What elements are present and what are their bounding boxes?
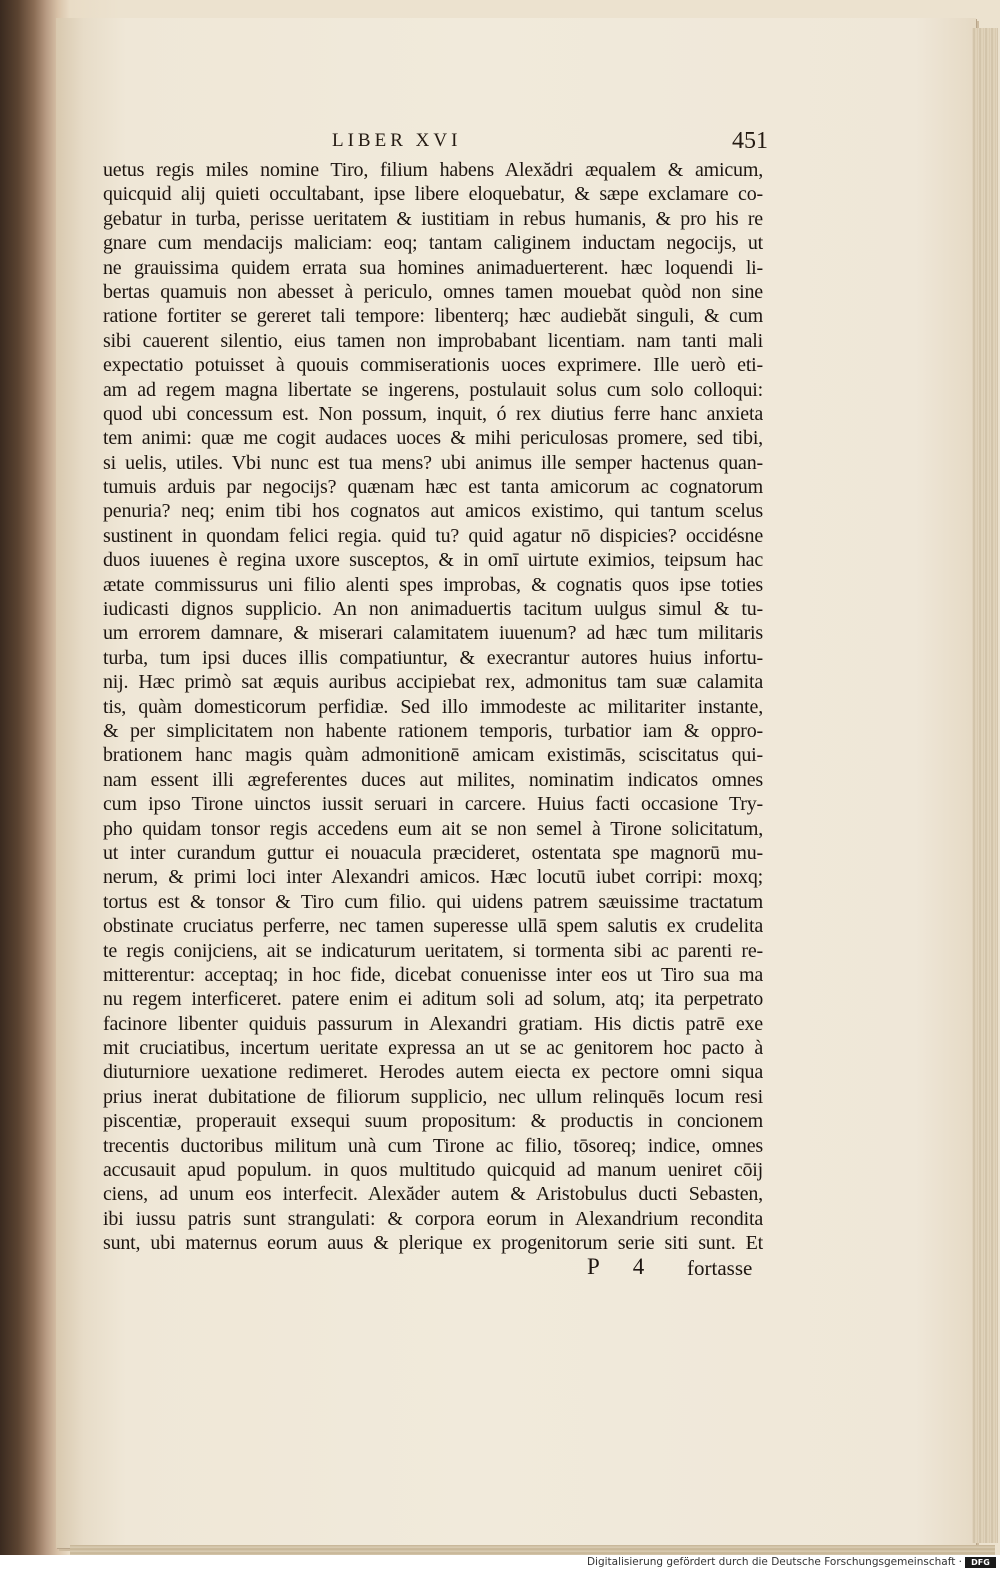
text-line: gnare cum mendacijs maliciam: eoq; tantam caliginem inductam negocijs, ut: [103, 232, 763, 255]
text-line: pho quidam tonsor regis accedens eum ait se non semel à Tirone solicitatum,: [103, 817, 763, 840]
text-line: tortus est & tonsor & Tiro cum filio. qui uidens patrem sæuissime tractatum: [103, 890, 763, 913]
catchword: fortasse: [687, 1256, 753, 1280]
text-line: nam essent illi ægreferentes duces aut milites, nominatim indicatos omnes: [103, 768, 763, 791]
text-line: penuria? neq; enim tibi hos cognatos aut amicos existimo, qui tantum scelus: [103, 500, 763, 523]
text-line: iudicasti dignos supplicio. An non animaduertis tacitum uulgus simul & tu-: [103, 598, 763, 621]
text-line: obstinate cruciatus perferre, nec tamen superesse ullā spem salutis ex crudelita: [103, 915, 763, 938]
running-title: LIBER XVI: [332, 130, 462, 151]
page-stack-bottom: [70, 1545, 995, 1555]
text-line: trecentis ductoribus militum unà cum Tirone ac filio, tōsoreq; indice, omnes: [103, 1134, 763, 1157]
text-line: am ad regem magna libertate se ingerens, postulauit solus cum solo colloqui:: [103, 378, 763, 401]
text-line: tis, quàm domesticorum perfidiæ. Sed illo immodeste ac militariter instante,: [103, 695, 763, 718]
body-text: [103, 158, 763, 1256]
text-line: piscentiæ, properauit exsequi suum propositum: & productis in concionem: [103, 1110, 763, 1133]
text-line: tumuis arduis par negocijs? quænam hæc est tanta amicorum ac cognatorum: [103, 476, 763, 499]
text-line: ratione fortiter se gereret tali tempore: libenterq; hæc audiebăt singuli, & cum: [103, 305, 763, 328]
text-line: accusauit apud populum. in quos multitudo quicquid ad manum ueniret cōij: [103, 1159, 763, 1182]
page-footer: [103, 1254, 763, 1284]
text-line: bertas quamuis non abesset à periculo, omnes tamen mouebat quòd non sine: [103, 280, 763, 303]
text-line: uetus regis miles nomine Tiro, filium habens Alexădri æqualem & amicum,: [103, 159, 763, 181]
text-line: sustinent in quondam felici regia. quid tu? quid agatur nō dispicies? occidésne: [103, 524, 763, 547]
dfg-logo: DFG: [965, 1557, 996, 1568]
text-line: nu regem interficeret. patere enim ei aditum soli ad solum, atq; ita perpetrato: [103, 988, 763, 1011]
text-line: te regis conijciens, ait se indicaturum ueritatem, si tormenta sibi ac parenti re-: [103, 939, 763, 962]
text-line: expectatio potuisset à quouis commiserationis uoces exprimere. Ille uerò eti-: [103, 354, 763, 377]
text-line: turba, tum ipsi duces illis compatiuntur, & execrantur autores huius infortu-: [103, 646, 763, 669]
digitization-credit: Digitalisierung gefördert durch die Deutsche Forschungsgemeinschaft ·: [586, 1556, 962, 1568]
text-line: ne grauissima quidem errata sua homines animaduerterent. hæc loquendi li-: [103, 256, 763, 279]
text-line: & per simplicitatem non habente rationem temporis, turbatior iam & oppro-: [103, 719, 763, 742]
text-line: sunt, ubi maternus eorum auus & plerique ex progenitorum serie siti sunt. Et: [103, 1232, 763, 1255]
text-line: facinore libenter quiduis passurum in Alexandri gratiam. His dictis patrē exe: [103, 1012, 763, 1035]
text-line: gebatur in turba, perisse ueritatem & iustitiam in rebus humanis, & pro his re: [103, 207, 763, 230]
text-line: ut inter curandum guttur ei nouacula præcideret, ostentata spe magnorū mu-: [103, 841, 763, 864]
text-line: nij. Hæc primò sat æquis auribus accipiebat rex, admonitus tam suæ calamita: [103, 671, 763, 694]
text-line: prius inerat dubitatione de filiorum supplicio, nec ullum relinquēs locum resi: [103, 1085, 763, 1108]
page-number: 451: [732, 128, 768, 154]
text-line: cum ipso Tirone uinctos iussit seruari in carcere. Huius facti occasione Try-: [103, 793, 763, 816]
text-line: tem animi: quæ me cogit audaces uoces & mihi periculosas promere, sed tibi,: [103, 427, 763, 450]
text-line: sibi cauerent silentio, eius tamen non improbabant licentiam. nam tanti mali: [103, 329, 763, 352]
text-line: ætate commissurus uni filio alenti spes improbas, & cognatis quos ipse toties: [103, 573, 763, 596]
signature-mark: P 4: [587, 1254, 659, 1279]
text-line: ciens, ad unum eos interfecit. Alexăder autem & Aristobulus ducti Sebasten,: [103, 1183, 763, 1206]
text-line: brationem hanc magis quàm admonitionē amicam existimās, sciscitatus qui-: [103, 744, 763, 767]
text-line: ibi iussu patris sunt strangulati: & corpora eorum in Alexandrium recondita: [103, 1207, 763, 1230]
text-line: quicquid alij quieti occultabant, ipse libere eloquebatur, & sæpe exclamare co-: [103, 183, 763, 206]
digitization-credit-bar: [0, 1555, 1000, 1570]
text-line: mitterentur: acceptaq; in hoc fide, dicebat conuenisse inter eos ut Tiro sua ma: [103, 963, 763, 986]
text-line: si uelis, utiles. Vbi nunc est tua mens? ubi animus ille semper hactenus quan-: [103, 451, 763, 474]
text-line: mit cruciatibus, incertum ueritate expressa an ut se ac genitorem hoc pacto à: [103, 1037, 763, 1060]
text-line: quod ubi concessum est. Non possum, inquit, ó rex diutius ferre hanc anxieta: [103, 402, 763, 425]
text-line: diuturniore uexatione redimeret. Herodes autem eiecta ex pectore omni siqua: [103, 1061, 763, 1084]
text-line: nerum, & primi loci inter Alexandri amicos. Hæc locutū iubet corripi: moxq;: [103, 866, 763, 889]
text-line: um errorem damnare, & miserari calamitatem iuuenum? ad hæc tum militaris: [103, 622, 763, 645]
page-stack-edge: [972, 28, 998, 1543]
text-line: duos iuuenes è regina uxore susceptos, & in omī uirtute eximios, teipsum hac: [103, 549, 763, 572]
page-header: [100, 130, 780, 160]
